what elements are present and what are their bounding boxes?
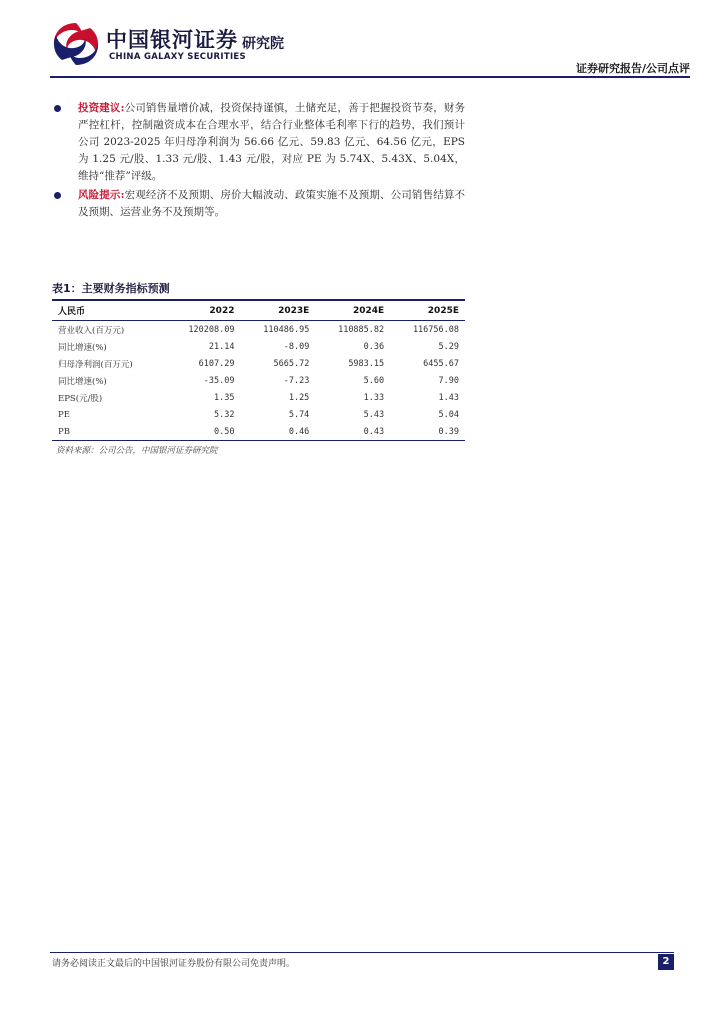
table-cell: 0.43 xyxy=(363,426,385,437)
risk-warning-bullet xyxy=(52,187,465,221)
table-cell: 5665.72 xyxy=(273,358,310,369)
bullet-dot-icon xyxy=(54,105,61,112)
table-cell: 5.74 xyxy=(288,409,310,420)
header-divider xyxy=(50,76,690,78)
brand-name-cn: 中国银河证券 xyxy=(106,28,238,52)
row-label: PB xyxy=(58,426,70,437)
table-cell: 5983.15 xyxy=(348,358,385,369)
column-header: 2022 xyxy=(209,305,235,316)
table-cell: 5.60 xyxy=(363,375,385,386)
table-cell: 110885.82 xyxy=(338,324,385,335)
table-cell: 0.39 xyxy=(438,426,459,437)
table-cell: 0.46 xyxy=(288,426,310,437)
table-cell: 1.25 xyxy=(288,392,310,403)
table-row xyxy=(52,406,465,423)
row-label: PE xyxy=(58,409,70,420)
table-cell: 0.50 xyxy=(214,426,235,437)
page-header xyxy=(0,0,724,80)
table-row xyxy=(52,372,465,389)
table-cell: 120208.09 xyxy=(188,324,235,335)
bullet-text xyxy=(78,100,465,185)
bullet-body: 公司销售量增价减，投资保持谨慎，土储充足，善于把握投资节奏，财务严控杠杆，控制融资成本在合理水平，结合行业整体毛利率下行的趋势，我们预计公司 2023-2025 年归母净利润为 56.66 亿元、59.83 亿元、64.56 亿元，EPS 为 1.25 元/股、1.33 元/股、1.43 元/股，对应 PE 为 5.74X、5.43X、5.04X，维持“推荐”评级。 xyxy=(78,102,465,182)
row-label: EPS(元/股) xyxy=(58,393,103,404)
brand-institute: 研究院 xyxy=(242,36,284,52)
footer-disclaimer: 请务必阅读正文最后的中国银河证券股份有限公司免责声明。 xyxy=(52,959,296,969)
table-cell: 1.33 xyxy=(363,392,385,403)
table-cell: 6455.67 xyxy=(423,358,459,369)
table-cell: -7.23 xyxy=(283,375,310,386)
galaxy-logo-icon xyxy=(50,20,102,68)
table-row xyxy=(52,423,465,441)
table-cell: 5.32 xyxy=(214,409,235,420)
column-header: 2024E xyxy=(352,305,385,316)
table-cell: -35.09 xyxy=(203,375,235,386)
bullet-list xyxy=(52,100,465,223)
table-header-row xyxy=(52,300,465,321)
financial-forecast-table xyxy=(52,299,465,441)
table-source-note: 资料来源：公司公告，中国银河证券研究院 xyxy=(56,446,218,456)
bullet-label: 风险提示: xyxy=(78,189,125,201)
brand-name-en: CHINA GALAXY SECURITIES xyxy=(109,52,246,62)
column-header: 人民币 xyxy=(58,307,86,317)
table-cell: -8.09 xyxy=(283,341,310,352)
row-label: 营业收入(百万元) xyxy=(58,325,125,336)
bullet-body: 宏观经济不及预期、房价大幅波动、政策实施不及预期、公司销售结算不及预期、运营业务不及预期等。 xyxy=(78,189,465,218)
page-number: 2 xyxy=(658,954,674,970)
table-cell: 6107.29 xyxy=(198,358,235,369)
table-cell: 5.43 xyxy=(363,409,385,420)
table-cell: 21.14 xyxy=(208,341,235,352)
table-cell: 1.35 xyxy=(214,392,235,403)
column-header: 2025E xyxy=(427,305,459,316)
bullet-label: 投资建议: xyxy=(78,102,125,114)
table-row xyxy=(52,389,465,406)
table-cell: 1.43 xyxy=(438,392,459,403)
report-type-label: 证券研究报告/公司点评 xyxy=(575,62,690,75)
column-header: 2023E xyxy=(278,305,310,316)
investment-advice-bullet xyxy=(52,100,465,185)
table-cell: 7.90 xyxy=(438,375,459,386)
table-title: 表1：主要财务指标预测 xyxy=(52,282,170,295)
table-row xyxy=(52,321,465,339)
table-cell: 0.36 xyxy=(363,341,385,352)
bullet-text xyxy=(78,187,465,221)
table-cell: 116756.08 xyxy=(412,324,459,335)
financial-forecast-table-section xyxy=(52,280,465,456)
table-row xyxy=(52,355,465,372)
row-label: 同比增速(%) xyxy=(58,342,107,353)
table-cell: 5.04 xyxy=(438,409,459,420)
footer-divider xyxy=(50,952,674,953)
row-label: 同比增速(%) xyxy=(58,376,107,387)
table-row xyxy=(52,338,465,355)
bullet-dot-icon xyxy=(54,192,61,199)
table-cell: 5.29 xyxy=(438,341,459,352)
row-label: 归母净利润(百万元) xyxy=(58,359,133,370)
table-cell: 110486.95 xyxy=(263,324,310,335)
